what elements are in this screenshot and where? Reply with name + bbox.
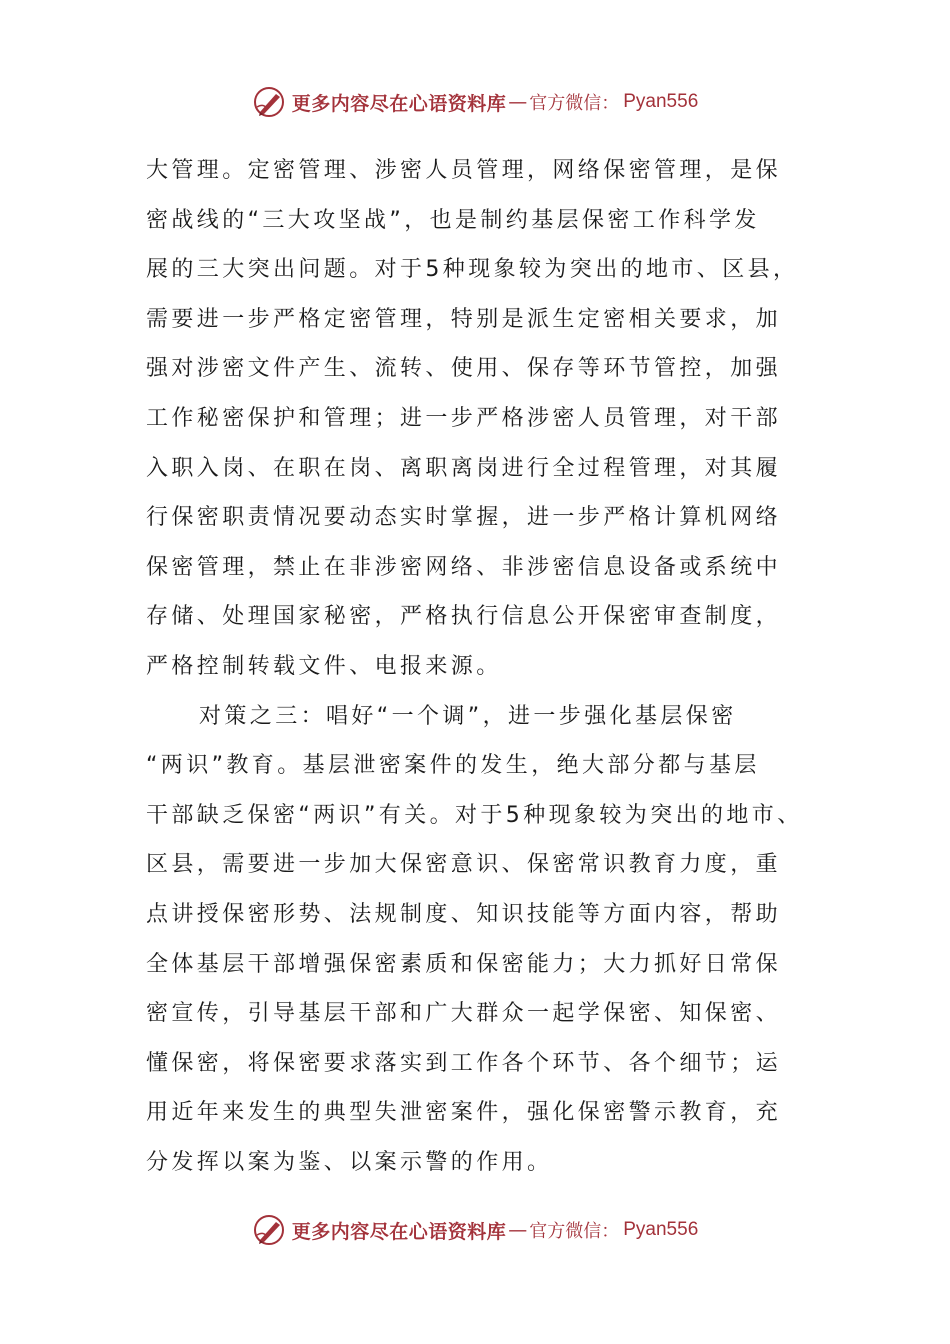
pen-logo-icon (252, 85, 286, 119)
body-line: 干部缺乏保密“两识”有关。对于5种现象较为突出的地市、 (146, 802, 803, 828)
body-line: 严格控制转载文件、电报来源。 (146, 653, 502, 679)
body-line: 存储、处理国家秘密，严格执行信息公开保密审查制度， (146, 604, 782, 630)
pen-logo-icon (252, 1213, 286, 1247)
footer-banner (0, 1210, 950, 1250)
body-line: 入职入岗、在职在岗、离职离岗进行全过程管理，对其履 (146, 455, 782, 481)
document-body (146, 146, 810, 1187)
header-site-name: 更多内容尽在心语资料库 (291, 92, 507, 115)
header-banner (0, 82, 950, 122)
body-line: 强对涉密文件产生、流转、使用、保存等环节管控，加强 (146, 356, 782, 382)
body-line: 保密管理，禁止在非涉密网络、非涉密信息设备或系统中 (146, 554, 782, 580)
header-contact-id: Pyan556 (623, 91, 699, 112)
paragraph-heading-line: 对策之三：唱好“一个调”，进一步强化基层保密 (199, 703, 737, 729)
body-line: 行保密职责情况要动态实时掌握，进一步严格计算机网络 (146, 505, 782, 531)
body-line: 全体基层干部增强保密素质和保密能力；大力抓好日常保 (146, 951, 782, 977)
body-line: 密战线的“三大攻坚战”，也是制约基层保密工作科学发 (146, 207, 760, 233)
footer-contact-label: 官方微信： (529, 1221, 620, 1242)
footer-contact-id: Pyan556 (623, 1219, 699, 1240)
body-line: 懂保密，将保密要求落实到工作各个环节、各个细节；运 (146, 1050, 782, 1076)
footer-dash: — (508, 1219, 528, 1241)
body-line: 大管理。定密管理、涉密人员管理，网络保密管理，是保 (146, 158, 782, 183)
body-line: 分发挥以案为鉴、以案示警的作用。 (146, 1149, 553, 1175)
body-line: 密宣传，引导基层干部和广大群众一起学保密、知保密、 (146, 1001, 782, 1027)
body-line: 工作秘密保护和管理；进一步严格涉密人员管理，对干部 (146, 405, 782, 431)
body-line: “两识”教育。基层泄密案件的发生，绝大部分都与基层 (146, 753, 760, 779)
header-contact-label: 官方微信： (529, 93, 620, 114)
body-line: 区县，需要进一步加大保密意识、保密常识教育力度，重 (146, 852, 782, 878)
body-line: 需要进一步严格定密管理，特别是派生定密相关要求，加 (146, 306, 782, 332)
header-dash: — (508, 91, 528, 113)
body-line: 展的三大突出问题。对于5种现象较为突出的地市、区县， (146, 257, 799, 283)
body-line: 用近年来发生的典型失泄密案件，强化保密警示教育，充 (146, 1100, 782, 1126)
body-line: 点讲授保密形势、法规制度、知识技能等方面内容，帮助 (146, 901, 782, 927)
footer-site-name: 更多内容尽在心语资料库 (291, 1220, 507, 1243)
